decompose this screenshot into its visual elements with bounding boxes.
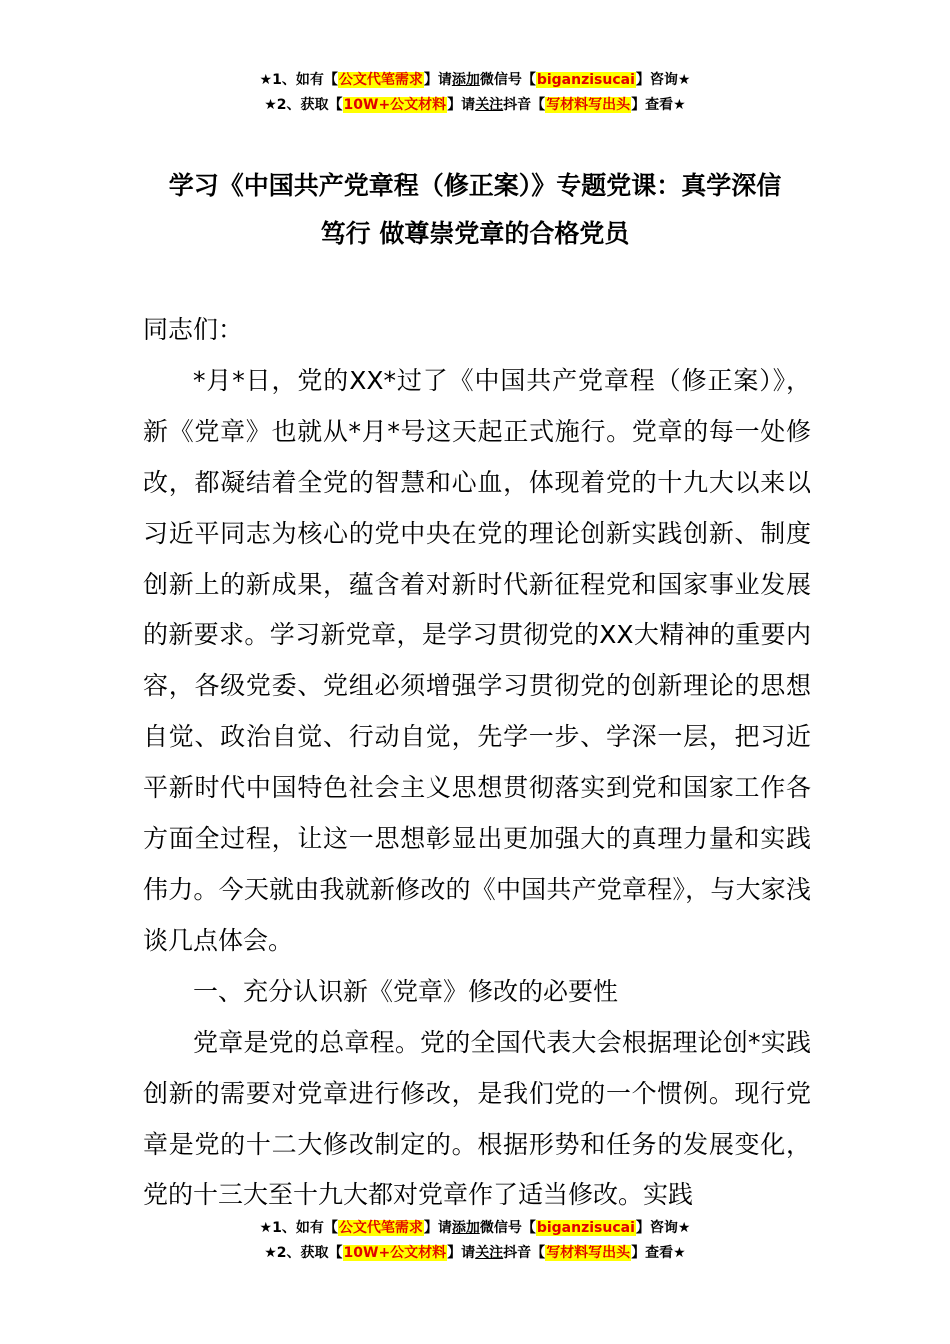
footer-line-1-emphasis: 添加 xyxy=(451,1220,480,1236)
banner-line-2-suffix: 】查看★ xyxy=(631,97,686,113)
footer-line-1-suffix: 】咨询★ xyxy=(635,1220,691,1236)
document-body xyxy=(143,305,811,1221)
footer-line-1-highlight-service: 公文代笔需求 xyxy=(338,1220,423,1236)
footer-line-1-prefix: ★1、如有【 xyxy=(259,1220,338,1236)
document-title xyxy=(130,162,820,258)
banner-line-1-suffix: 】咨询★ xyxy=(635,72,691,88)
footer-line-2 xyxy=(0,1241,950,1266)
banner-line-1-emphasis: 添加 xyxy=(451,72,480,88)
paragraph-1: *月*日，党的XX*过了《中国共产党章程（修正案）》，新《党章》也就从*月*号这天起正式施行。党章的每一处修改，都凝结着全党的智慧和心血，体现着党的十九大以来以习近平同志为核心的党中央在党的理论创新实践创新、制度创新上的新成果，蕴含着对新时代新征程党和国家事业发展的新要求。学习新党章，是学习贯彻党的XX大精神的重要内容，各级党委、党组必须增强学习贯彻党的创新理论的思想自觉、政治自觉、行动自觉，先学一步、学深一层，把习近平新时代中国特色社会主义思想贯彻落实到党和国家工作各方面全过程，让这一思想彰显出更加强大的真理力量和实践伟力。今天就由我就新修改的《中国共产党章程》，与大家浅谈几点体会。 xyxy=(143,365,811,955)
banner-line-1-mid: 】请 xyxy=(423,72,452,88)
footer-line-1-highlight-wechat: biganzisucai xyxy=(536,1220,635,1236)
banner-line-2-mid2: 抖音【 xyxy=(503,97,546,113)
banner-line-1-prefix: ★1、如有【 xyxy=(259,72,338,88)
section-heading-1: 一、充分认识新《党章》修改的必要性 xyxy=(193,976,619,1006)
footer-line-1-mid2: 微信号【 xyxy=(479,1220,536,1236)
banner-line-2-highlight-douyin: 写材料写出头 xyxy=(546,97,631,113)
footer-line-1-mid: 】请 xyxy=(423,1220,452,1236)
document-title-line-1: 学习《中国共产党章程（修正案）》专题党课：真学深信 xyxy=(168,171,782,200)
banner-line-1-highlight-wechat: biganzisucai xyxy=(536,72,635,88)
footer-line-2-mid2: 抖音【 xyxy=(503,1245,546,1261)
banner-line-1-highlight-service: 公文代笔需求 xyxy=(338,72,423,88)
footer-banner xyxy=(0,1216,950,1266)
banner-line-2 xyxy=(0,93,950,118)
banner-line-1-mid2: 微信号【 xyxy=(479,72,536,88)
banner-line-1 xyxy=(0,68,950,93)
footer-line-2-mid: 】请 xyxy=(447,1245,476,1261)
banner-line-2-emphasis: 关注 xyxy=(475,97,504,113)
banner-line-2-prefix: ★2、获取【 xyxy=(264,97,343,113)
footer-line-2-highlight-materials: 10W+公文材料 xyxy=(343,1245,447,1261)
header-banner xyxy=(0,68,950,118)
paragraph-2: 党章是党的总章程。党的全国代表大会根据理论创*实践创新的需要对党章进行修改，是我们党的一个惯例。现行党章是党的十二大修改制定的。根据形势和任务的发展变化，党的十三大至十九大都对党章作了适当修改。实践 xyxy=(143,1027,811,1210)
footer-line-2-emphasis: 关注 xyxy=(475,1245,504,1261)
banner-line-2-highlight-materials: 10W+公文材料 xyxy=(343,97,447,113)
footer-line-2-prefix: ★2、获取【 xyxy=(264,1245,343,1261)
salutation: 同志们： xyxy=(143,315,244,344)
banner-line-2-mid: 】请 xyxy=(447,97,476,113)
footer-line-2-suffix: 】查看★ xyxy=(631,1245,686,1261)
document-title-line-2: 笃行 做尊崇党章的合格党员 xyxy=(320,219,630,248)
footer-line-2-highlight-douyin: 写材料写出头 xyxy=(546,1245,631,1261)
footer-line-1 xyxy=(0,1216,950,1241)
